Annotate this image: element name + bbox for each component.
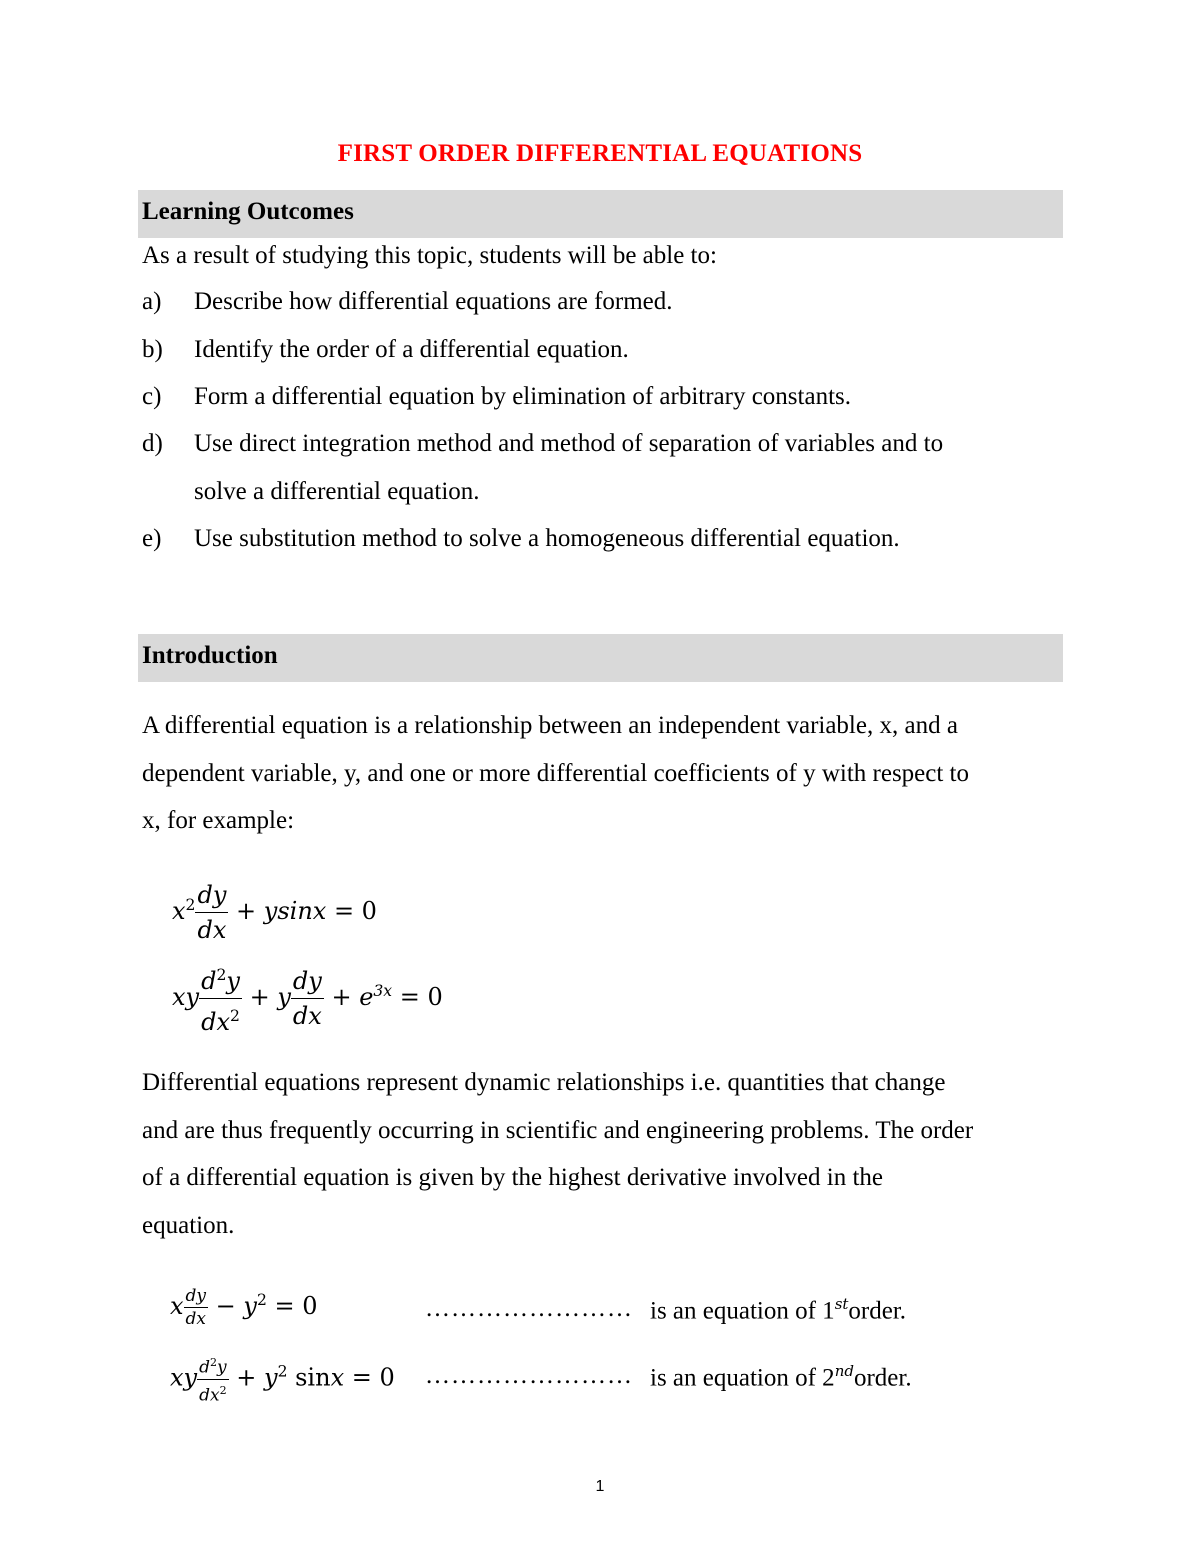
outcome-text: Form a differential equation by elimination of arbitrary constants. [194,383,851,410]
outcome-text: Use substitution method to solve a homogeneous differential equation. [194,525,900,552]
learning-outcomes-heading-bar [138,190,1063,238]
order-description-end: order. [848,1297,907,1325]
outcome-letter: e) [142,525,162,552]
paragraph-line: of a differential equation is given by the highest derivative involved in the [142,1164,884,1191]
page-number: 1 [595,1478,605,1495]
outcome-text: Describe how differential equations are formed. [194,288,673,315]
learning-outcomes-intro: As a result of studying this topic, students will be able to: [142,242,717,269]
order-suffix: st [834,1295,849,1313]
order-description [650,1295,906,1325]
order-description-text: is an equation of 2 [650,1364,835,1392]
outcome-letter: d) [142,430,163,457]
outcome-letter: a) [142,288,162,315]
order-description [650,1362,912,1392]
order-suffix: nd [834,1362,854,1380]
learning-outcomes-heading: Learning Outcomes [142,198,354,225]
leader-dots: …………………… [425,1362,633,1389]
introduction-heading: Introduction [142,642,278,669]
outcome-text-continuation: solve a differential equation. [194,478,480,505]
outcome-letter: c) [142,383,162,410]
order-example-equation-1: x $\frac{dy}{dx}$ − $y^2 = 0$ [170,1286,318,1329]
paragraph-line: equation. [142,1212,235,1239]
outcome-letter: b) [142,336,163,363]
paragraph-line: A differential equation is a relationship between an independent variable, x, and a [142,712,958,739]
example-equation-1: $x^2$ $\frac{dy}{dx}$ + ysinx = 0 [172,878,377,947]
paragraph-line: dependent variable, y, and one or more differential coefficients of y with respect to [142,760,970,787]
paragraph-line: Differential equations represent dynamic relationships i.e. quantities that change [142,1069,946,1096]
page-title: FIRST ORDER DIFFERENTIAL EQUATIONS [337,140,863,167]
introduction-heading-bar [138,634,1063,682]
order-description-end: order. [853,1364,912,1392]
example-equation-2: xy $\frac{d^2y}{dx^2}$ + y $\frac{dy}{dx}$ + $e^{3x} = 0$ [172,958,443,1039]
paragraph-line: and are thus frequently occurring in scientific and engineering problems. The order [142,1117,974,1144]
outcome-text: Use direct integration method and method of separation of variables and to [194,430,944,457]
leader-dots: …………………… [425,1295,633,1322]
order-description-text: is an equation of 1 [650,1297,835,1325]
outcome-text: Identify the order of a differential equation. [194,336,629,363]
paragraph-line: x, for example: [142,807,295,834]
order-example-equation-2: xy $\frac{d^2y}{dx^2}$ + $y^2$ sinx = 0 [170,1352,395,1406]
